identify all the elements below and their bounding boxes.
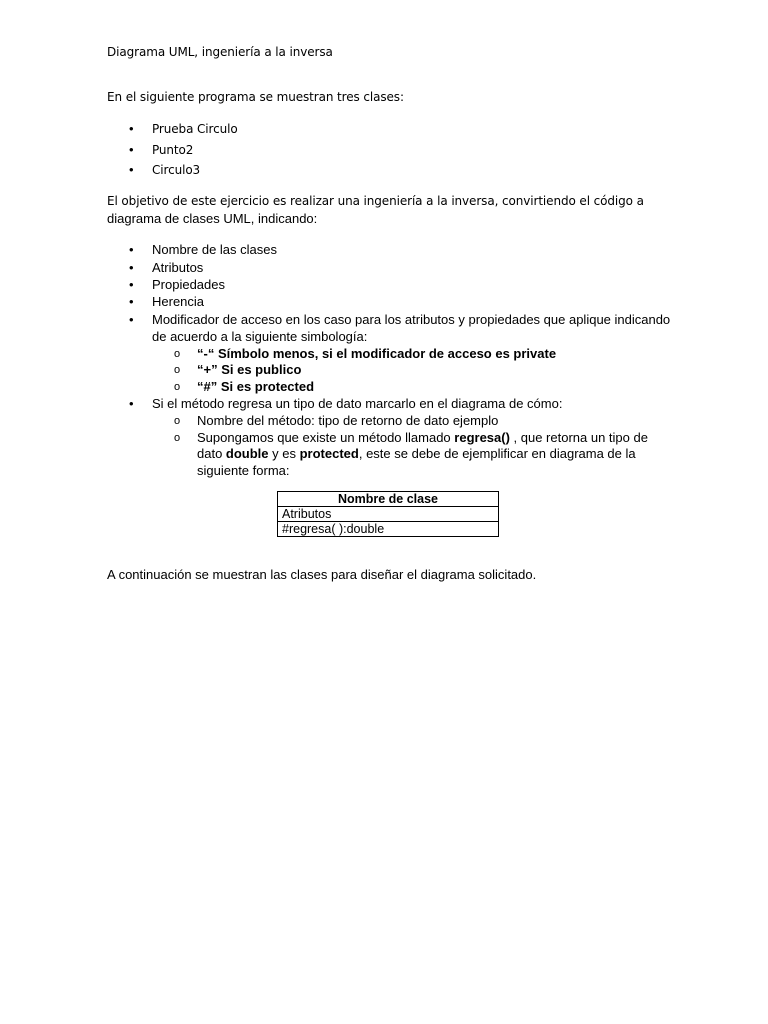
bullet-icon: • [129, 312, 134, 327]
class-item: Punto2 [152, 143, 194, 157]
bullet-icon: • [129, 396, 134, 411]
uml-attributes: Atributos [278, 507, 499, 522]
sub-bullet-icon: o [174, 415, 181, 427]
bullet-icon: • [129, 294, 134, 309]
list-item: Modificador de acceso en los caso para los atributos y propiedades que aplique indicando [152, 312, 671, 327]
text-run: y es [268, 446, 300, 461]
symbol-item: “#” Si es protected [197, 379, 315, 394]
objective-line-2: diagrama de clases UML, indicando: [107, 211, 318, 226]
symbol-item: “+” Si es publico [197, 362, 302, 377]
method-name: regresa() [454, 430, 510, 445]
type-name: double [225, 446, 269, 461]
sub-bullet-icon: o [174, 348, 181, 360]
uml-class-box [277, 491, 499, 537]
sub-bullet-icon: o [174, 432, 181, 444]
closing-text: A continuación se muestran las clases para diseñar el diagrama solicitado. [107, 567, 537, 582]
text-run: Supongamos que existe un método llamado [197, 430, 455, 445]
bullet-icon: • [129, 142, 134, 157]
intro-text: En el siguiente programa se muestran tres clases: [107, 90, 404, 104]
bullet-icon: • [129, 260, 134, 275]
uml-class-name: Nombre de clase [278, 492, 499, 507]
list-item: Atributos [152, 260, 204, 275]
method-sub-item [197, 430, 648, 445]
sub-bullet-icon: o [174, 364, 181, 376]
bullet-icon: • [129, 277, 134, 292]
sub-bullet-icon: o [174, 381, 181, 393]
bullet-icon: • [129, 242, 134, 257]
class-item: Prueba Circulo [152, 122, 238, 136]
list-item-continuation: de acuerdo a la siguiente simbología: [152, 329, 368, 344]
uml-method: #regresa( ):double [278, 522, 499, 537]
list-item: Nombre de las clases [152, 242, 277, 257]
objective-line-1: El objetivo de este ejercicio es realizar una ingeniería a la inversa, convirtiendo el código a [107, 194, 644, 208]
method-sub-item: Nombre del método: tipo de retorno de dato ejemplo [197, 413, 499, 428]
bullet-icon: • [129, 121, 134, 136]
list-item: Herencia [152, 294, 205, 309]
list-item: Propiedades [152, 277, 225, 292]
text-run: dato [197, 446, 226, 461]
list-item: Si el método regresa un tipo de dato marcarlo en el diagrama de cómo: [152, 396, 563, 411]
modifier-name: protected [299, 446, 359, 461]
symbol-item: “-“ Símbolo menos, si el modificador de acceso es private [197, 346, 557, 361]
bullet-icon: • [129, 162, 134, 177]
document-title: Diagrama UML, ingeniería a la inversa [107, 45, 333, 59]
class-item: Circulo3 [152, 163, 201, 177]
text-run: , que retorna un tipo de [509, 430, 648, 445]
text-run: , este se debe de ejemplificar en diagrama de la [358, 446, 636, 461]
method-sub-item-continuation [197, 446, 636, 461]
method-sub-item-continuation: siguiente forma: [197, 463, 290, 478]
